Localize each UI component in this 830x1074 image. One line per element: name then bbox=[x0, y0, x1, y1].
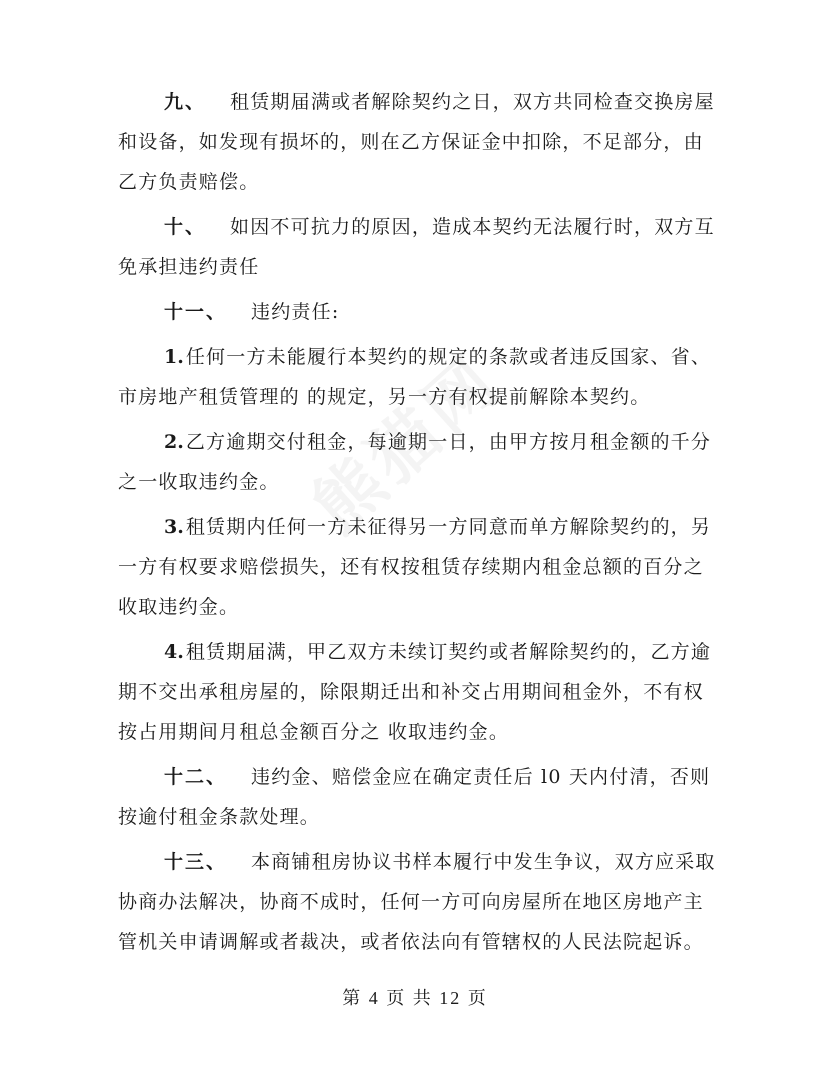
sub-clause-1 bbox=[118, 337, 718, 417]
sub-clause-3 bbox=[118, 507, 718, 627]
clause-10 bbox=[118, 207, 718, 287]
clause-12 bbox=[118, 757, 718, 837]
clause-number: 十、 bbox=[164, 216, 207, 238]
sub-clause-text: 租赁期届满，甲乙双方未续订契约或者解除契约的，乙方逾期不交出承租房屋的，除限期迁出和补交占用期间租金外，不有权按占用期间月租总金额百分之 收取违约金。 bbox=[118, 641, 712, 743]
sub-clause-text: 任何一方未能履行本契约的规定的条款或者违反国家、省、市房地产租赁管理的 的规定，另一方有权提前解除本契约。 bbox=[118, 346, 712, 408]
clause-text: 违约金、赔偿金应在确定责任后 l0 天内付清，否则按逾付租金条款处理。 bbox=[118, 766, 711, 828]
clause-number: 十一、 bbox=[164, 301, 228, 323]
sub-clause-2 bbox=[118, 422, 718, 502]
sub-clause-number: 3. bbox=[164, 516, 184, 538]
clause-text: 本商铺租房协议书样本履行中发生争议，双方应采取协商办法解决，协商不成时，任何一方可向房屋所在地区房地产主管机关申请调解或者裁决，或者依法向有管辖权的人民法院起诉。 bbox=[118, 851, 716, 953]
clause-11 bbox=[118, 292, 718, 332]
sub-clause-text: 乙方逾期交付租金，每逾期一日，由甲方按月租金额的千分之一收取违约金。 bbox=[118, 431, 712, 493]
sub-clause-number: 4. bbox=[164, 641, 184, 663]
clause-number: 十三、 bbox=[164, 851, 228, 873]
sub-clause-4 bbox=[118, 632, 718, 752]
document-body bbox=[118, 82, 718, 967]
clause-text: 违约责任: bbox=[251, 301, 340, 323]
clause-number: 九、 bbox=[164, 91, 207, 113]
clause-9 bbox=[118, 82, 718, 202]
clause-number: 十二、 bbox=[164, 766, 228, 788]
clause-13 bbox=[118, 842, 718, 962]
sub-clause-text: 租赁期内任何一方未征得另一方同意而单方解除契约的，另一方有权要求赔偿损失，还有权按租赁存续期内租金总额的百分之 收取违约金。 bbox=[118, 516, 712, 618]
clause-text: 如因不可抗力的原因，造成本契约无法履行时，双方互免承担违约责任 bbox=[118, 216, 715, 278]
clause-text: 租赁期届满或者解除契约之日，双方共同检查交换房屋和设备，如发现有损坏的，则在乙方保证金中扣除，不足部分，由乙方负责赔偿。 bbox=[118, 91, 715, 193]
sub-clause-number: 2. bbox=[164, 431, 184, 453]
page-number: 第 4 页 共 12 页 bbox=[342, 988, 488, 1008]
sub-clause-number: 1. bbox=[164, 346, 184, 368]
